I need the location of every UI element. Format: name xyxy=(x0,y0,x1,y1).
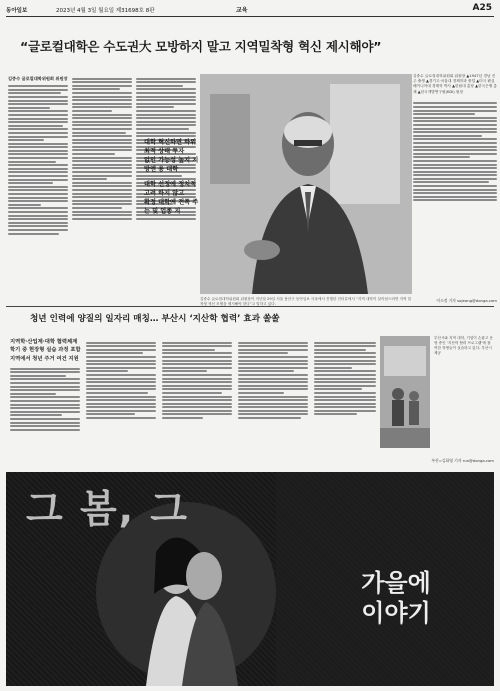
masthead xyxy=(6,2,494,16)
section-name: 교육 xyxy=(236,7,248,14)
article2-photo-caption: 부산시와 지역 대학, 기업이 손잡고 운영 중인 ‘지산학 협력 프로그램’에 참여한 학생들이 실습하고 있다. 부산시 제공 xyxy=(434,336,493,355)
pullquote-line: 대학 선정에 정치적 고려 하지 않고 xyxy=(144,181,197,197)
article1-body-col4 xyxy=(413,101,497,203)
article2-headline: 청년 인력에 양질의 일자리 매칭… 부산시 ‘지산학 협력’ 효과 쏠쏠 xyxy=(30,314,280,324)
article2-body-col5 xyxy=(314,340,376,466)
pullquote-line: 확정 대학에 전폭 주는 및 업종 지 xyxy=(144,199,199,215)
subhead-line: 지역학·산업계·대학 협력체계 xyxy=(10,339,78,345)
pullquote-line: 없인 가능성 높지 지방엔 용 대학 xyxy=(144,157,199,173)
article1-byline: 김중수 글로컬대학위원회 위원장 xyxy=(8,76,68,81)
subhead-line: 학기 중 현장형 실습 과정 포함 xyxy=(10,347,81,354)
story-divider xyxy=(6,306,494,307)
photo-caption: 김중수 글로컬대학위원회 위원장이 지난달 29일 서울 용산구 동아일보 사옥에서 진행한 인터뷰에서 “지역 대학이 살아남으려면 지역 밀착형 혁신 모델을 제시해야 한다”고 말하고 있다. xyxy=(200,297,412,306)
portrait-illustration xyxy=(200,74,412,294)
pullquote-line: 대학 혁신하면 하위 최적 상태 투자 xyxy=(144,139,197,155)
workshop-illustration xyxy=(380,336,430,448)
subhead-line: 지역에서 청년 주거 여건 지원 xyxy=(10,355,79,362)
page-number: A25 xyxy=(472,3,492,13)
masthead-rule xyxy=(6,16,494,17)
issue-date: 2023년 4월 3일 월요일 제31698호 8판 xyxy=(56,8,155,14)
interview-photo xyxy=(200,74,412,294)
newspaper-name: 동아일보 xyxy=(6,8,28,14)
advertisement xyxy=(6,472,494,686)
profile-text: 김중수 글로컬대학위원회 위원장 ▲1947년 경남 진주 출생 ▲경기고·서울대 경제학과 졸업 ▲미국 펜실베이니아대 경제학 박사 ▲한림대 총장 ▲한국은행 총재 ▲한국개발연구원(KDI) 원장 xyxy=(413,74,497,94)
article1-body-col1 xyxy=(8,76,68,298)
article1-body-col2 xyxy=(72,76,132,298)
article2-body-col3 xyxy=(162,340,232,466)
article1-reporter: 이소정 기자 sojeong@donga.com xyxy=(436,298,497,303)
ad-top-text: 그 봄, 그 xyxy=(26,487,190,531)
article2-subheads xyxy=(10,338,82,363)
article2-body-col1 xyxy=(10,366,80,466)
article2-photo xyxy=(380,336,430,448)
article1-pullquote xyxy=(144,138,200,216)
ad-title: 가을에 이야기 xyxy=(361,569,431,627)
article2-body-col4 xyxy=(238,340,308,466)
article2-reporter: 부산=김화영 기자 run@donga.com xyxy=(431,458,494,463)
profile-box xyxy=(413,74,497,203)
article2-body-col2 xyxy=(86,340,156,466)
article1-headline: “글로컬대학은 수도권大 모방하지 말고 지역밀착형 혁신 제시해야” xyxy=(20,39,382,54)
